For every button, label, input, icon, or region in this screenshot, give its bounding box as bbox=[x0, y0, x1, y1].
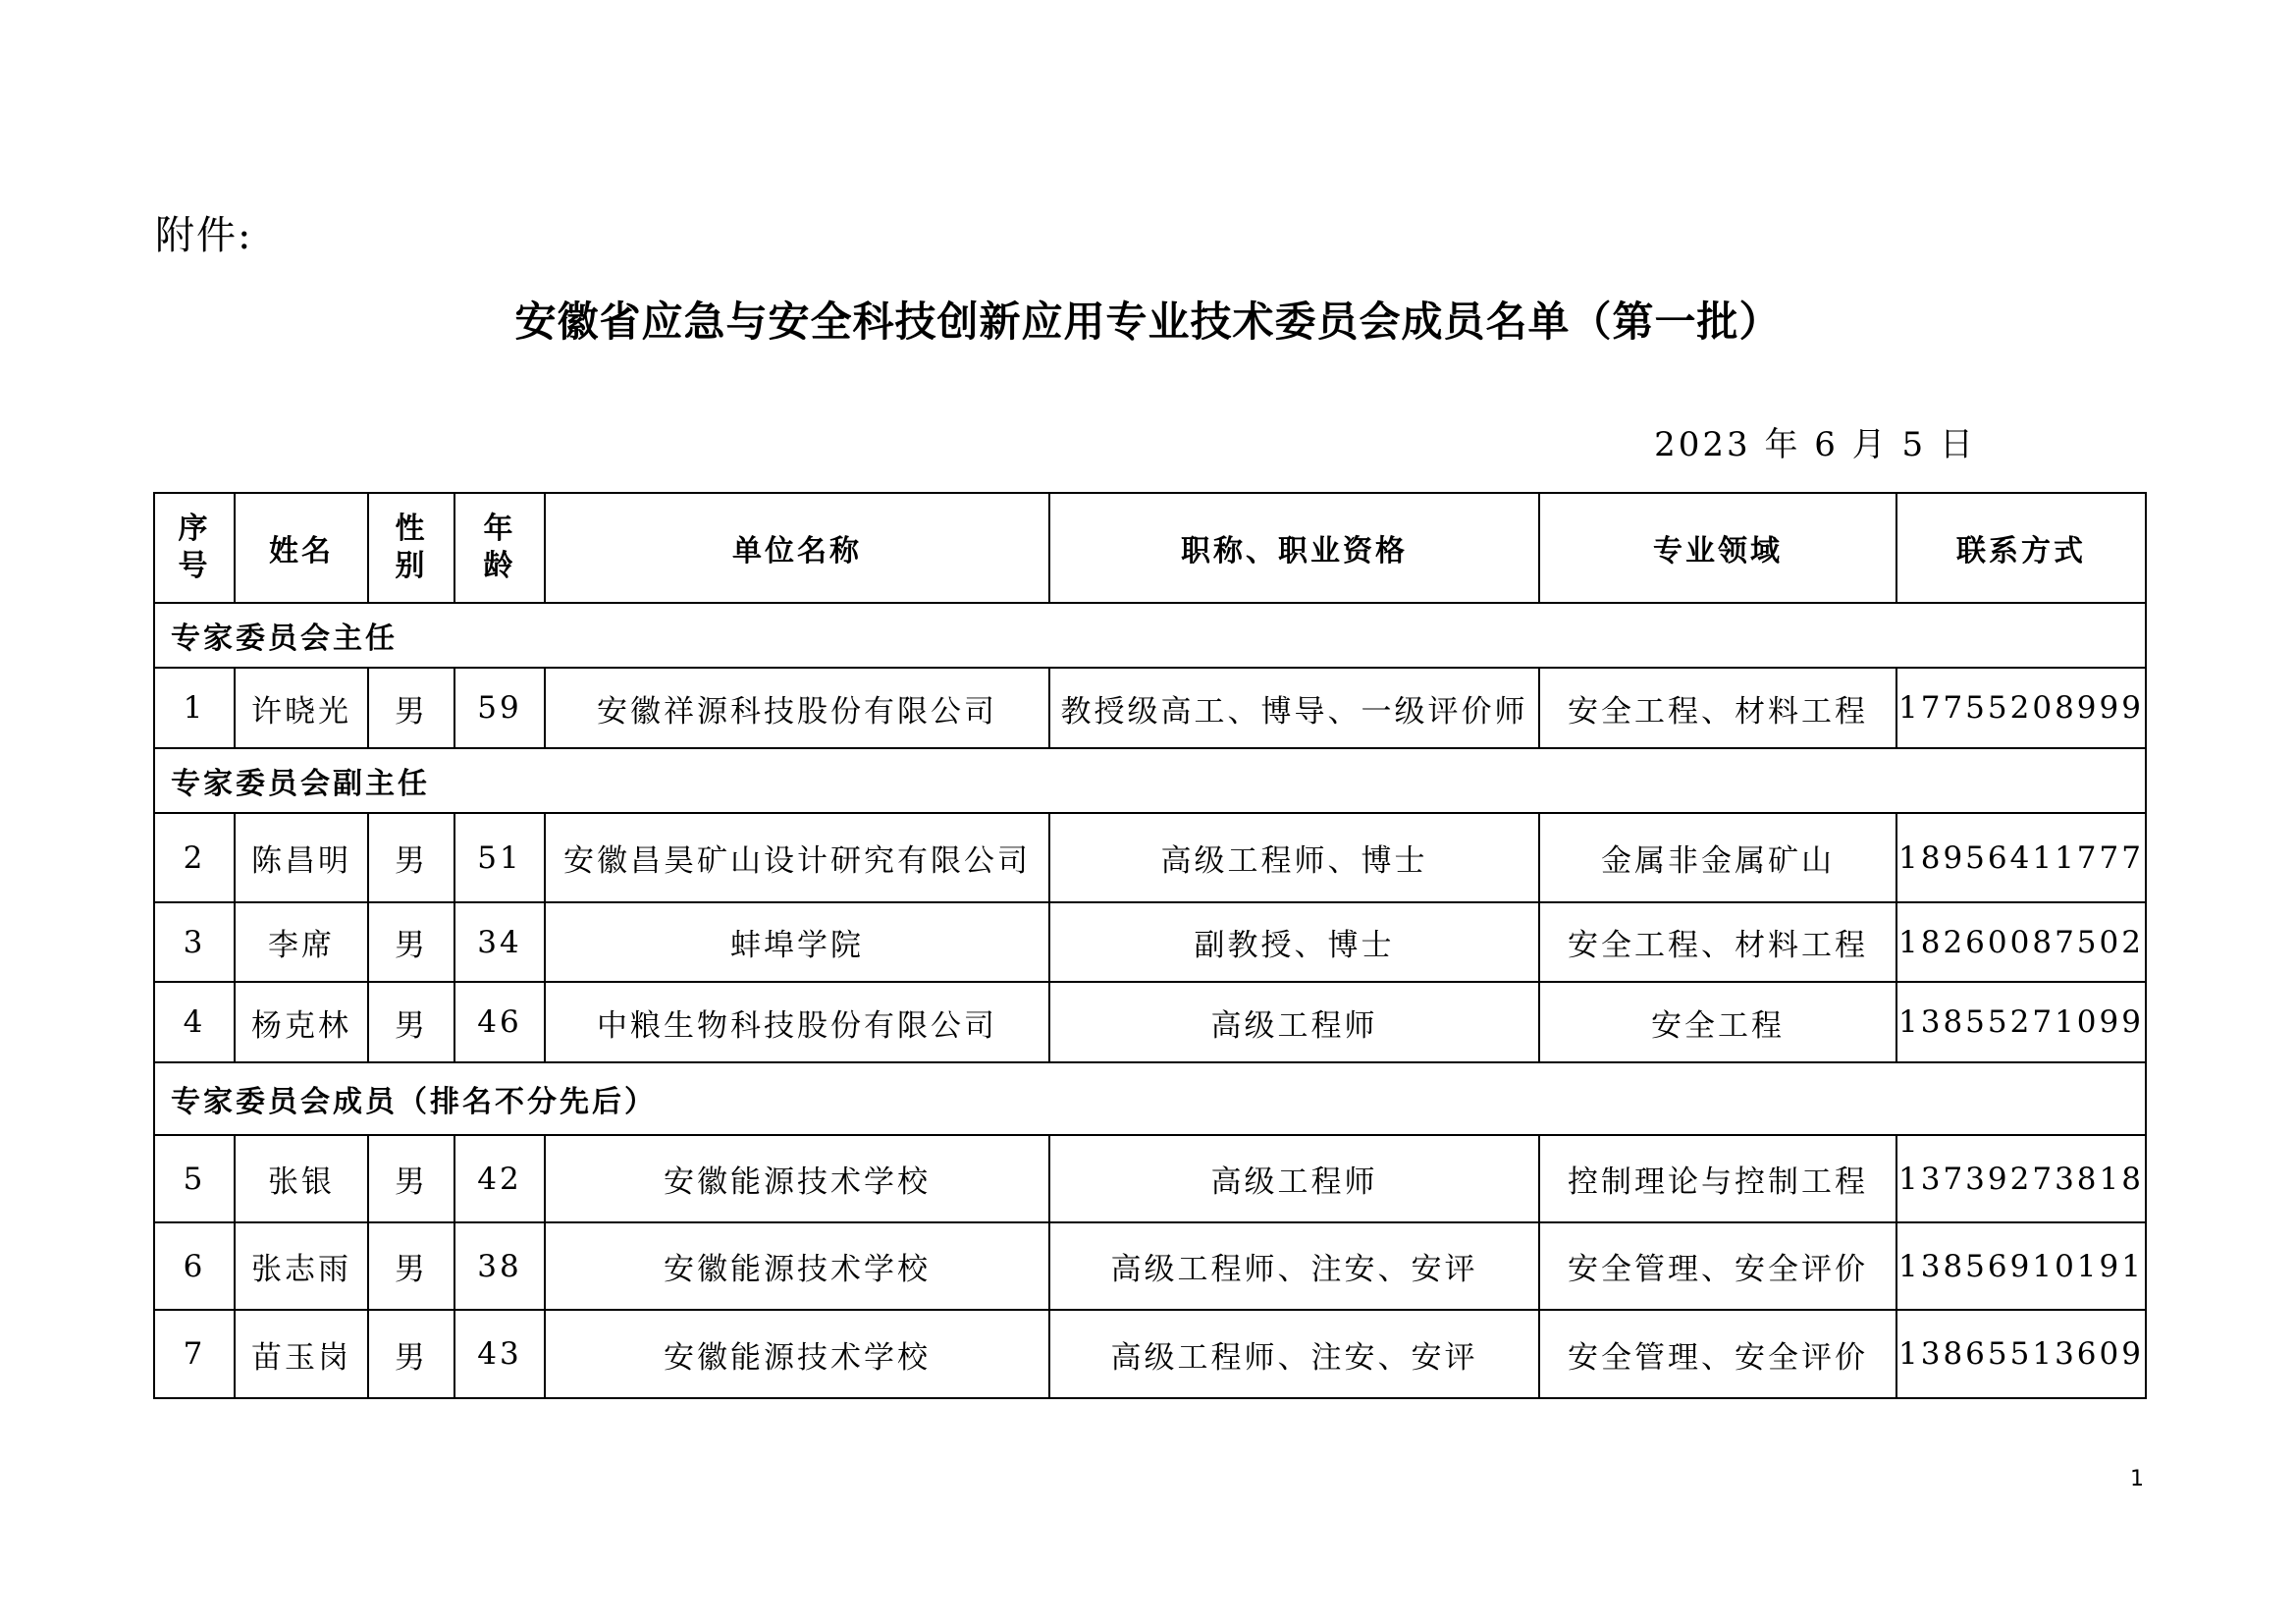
cell-unit: 安徽能源技术学校 bbox=[545, 1222, 1049, 1310]
cell-no: 6 bbox=[154, 1222, 235, 1310]
header-field: 专业领域 bbox=[1539, 493, 1896, 603]
cell-name: 张银 bbox=[235, 1135, 368, 1222]
cell-unit: 中粮生物科技股份有限公司 bbox=[545, 982, 1049, 1062]
table-row bbox=[154, 813, 2146, 902]
cell-gender: 男 bbox=[368, 1222, 454, 1310]
table-row bbox=[154, 982, 2146, 1062]
header-index: 序 号 bbox=[154, 493, 235, 603]
cell-no: 5 bbox=[154, 1135, 235, 1222]
document-date: 2023 年 6 月 5 日 bbox=[1654, 425, 1976, 464]
header-unit: 单位名称 bbox=[545, 493, 1049, 603]
cell-name: 张志雨 bbox=[235, 1222, 368, 1310]
cell-gender: 男 bbox=[368, 1135, 454, 1222]
cell-gender: 男 bbox=[368, 668, 454, 748]
cell-age: 34 bbox=[454, 902, 545, 982]
cell-contact: 17755208999 bbox=[1896, 668, 2146, 748]
cell-contact: 13855271099 bbox=[1896, 982, 2146, 1062]
cell-title: 高级工程师、博士 bbox=[1049, 813, 1539, 902]
cell-gender: 男 bbox=[368, 1310, 454, 1398]
cell-age: 42 bbox=[454, 1135, 545, 1222]
header-title: 职称、职业资格 bbox=[1049, 493, 1539, 603]
cell-name: 许晓光 bbox=[235, 668, 368, 748]
section-row-members bbox=[154, 1062, 2146, 1135]
cell-contact: 13865513609 bbox=[1896, 1310, 2146, 1398]
cell-title: 副教授、博士 bbox=[1049, 902, 1539, 982]
header-age: 年 龄 bbox=[454, 493, 545, 603]
cell-unit: 安徽昌昊矿山设计研究有限公司 bbox=[545, 813, 1049, 902]
cell-unit: 安徽能源技术学校 bbox=[545, 1135, 1049, 1222]
cell-no: 1 bbox=[154, 668, 235, 748]
cell-contact: 18260087502 bbox=[1896, 902, 2146, 982]
document-title: 安徽省应急与安全科技创新应用专业技术委员会成员名单（第一批） bbox=[514, 298, 1782, 346]
cell-field: 安全管理、安全评价 bbox=[1539, 1310, 1896, 1398]
table-row bbox=[154, 668, 2146, 748]
cell-title: 高级工程师、注安、安评 bbox=[1049, 1310, 1539, 1398]
cell-field: 安全工程、材料工程 bbox=[1539, 902, 1896, 982]
table-row bbox=[154, 1135, 2146, 1222]
section-row-director bbox=[154, 603, 2146, 668]
cell-unit: 安徽祥源科技股份有限公司 bbox=[545, 668, 1049, 748]
header-contact: 联系方式 bbox=[1896, 493, 2146, 603]
cell-name: 李席 bbox=[235, 902, 368, 982]
cell-age: 51 bbox=[454, 813, 545, 902]
cell-no: 2 bbox=[154, 813, 235, 902]
cell-field: 安全管理、安全评价 bbox=[1539, 1222, 1896, 1310]
cell-contact: 18956411777 bbox=[1896, 813, 2146, 902]
section-label: 专家委员会副主任 bbox=[154, 748, 2146, 813]
cell-age: 38 bbox=[454, 1222, 545, 1310]
cell-no: 7 bbox=[154, 1310, 235, 1398]
section-row-deputy-director bbox=[154, 748, 2146, 813]
cell-no: 3 bbox=[154, 902, 235, 982]
cell-gender: 男 bbox=[368, 902, 454, 982]
section-label: 专家委员会成员（排名不分先后） bbox=[154, 1062, 2146, 1135]
member-table bbox=[153, 492, 2147, 1399]
table-row bbox=[154, 1222, 2146, 1310]
cell-contact: 13856910191 bbox=[1896, 1222, 2146, 1310]
cell-age: 43 bbox=[454, 1310, 545, 1398]
table-row bbox=[154, 902, 2146, 982]
cell-age: 46 bbox=[454, 982, 545, 1062]
cell-field: 安全工程 bbox=[1539, 982, 1896, 1062]
cell-no: 4 bbox=[154, 982, 235, 1062]
cell-unit: 蚌埠学院 bbox=[545, 902, 1049, 982]
cell-field: 安全工程、材料工程 bbox=[1539, 668, 1896, 748]
header-name: 姓名 bbox=[235, 493, 368, 603]
page-number: 1 bbox=[2130, 1467, 2144, 1491]
cell-contact: 13739273818 bbox=[1896, 1135, 2146, 1222]
cell-title: 教授级高工、博导、一级评价师 bbox=[1049, 668, 1539, 748]
cell-name: 杨克林 bbox=[235, 982, 368, 1062]
cell-name: 陈昌明 bbox=[235, 813, 368, 902]
cell-field: 金属非金属矿山 bbox=[1539, 813, 1896, 902]
cell-title: 高级工程师、注安、安评 bbox=[1049, 1222, 1539, 1310]
cell-unit: 安徽能源技术学校 bbox=[545, 1310, 1049, 1398]
attachment-label: 附件: bbox=[155, 213, 253, 258]
cell-gender: 男 bbox=[368, 982, 454, 1062]
table-row bbox=[154, 1310, 2146, 1398]
section-label: 专家委员会主任 bbox=[154, 603, 2146, 668]
table-header-row bbox=[154, 493, 2146, 603]
cell-gender: 男 bbox=[368, 813, 454, 902]
header-gender: 性 别 bbox=[368, 493, 454, 603]
cell-title: 高级工程师 bbox=[1049, 1135, 1539, 1222]
cell-title: 高级工程师 bbox=[1049, 982, 1539, 1062]
cell-field: 控制理论与控制工程 bbox=[1539, 1135, 1896, 1222]
cell-name: 苗玉岗 bbox=[235, 1310, 368, 1398]
cell-age: 59 bbox=[454, 668, 545, 748]
